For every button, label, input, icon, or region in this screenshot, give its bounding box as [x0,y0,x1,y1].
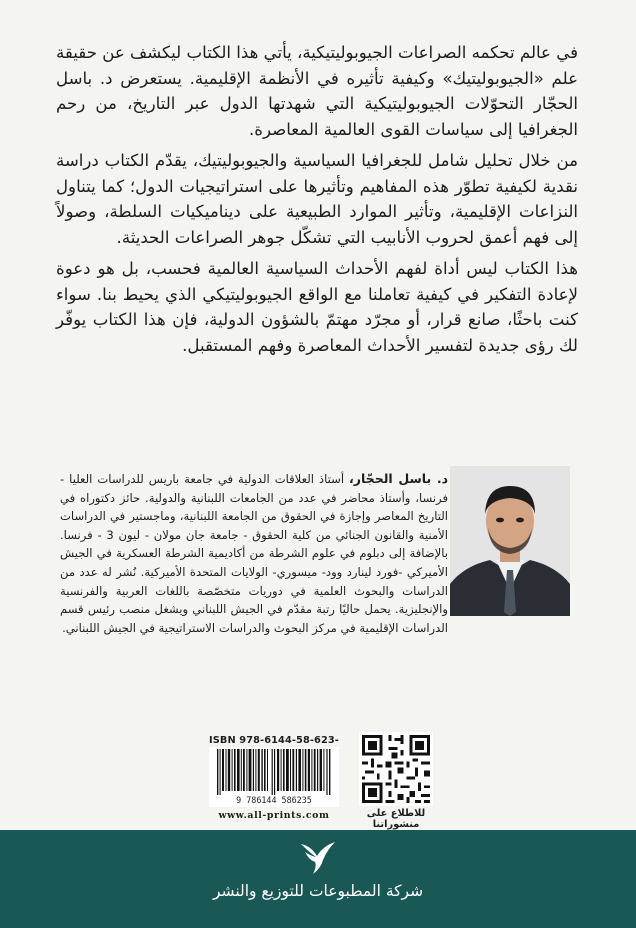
barcode-digits: 9 786144 586235 [209,795,339,805]
blurb-paragraph-2: من خلال تحليل شامل للجغرافيا السياسية والجيوبوليتيك، يقدّم الكتاب دراسة نقدية لكيفية تطوّر هذه المفاهيم وتأثيرها على استراتيجيات الدول؛ كما يتناول النزاعات الإقليمية، وتأثير الموارد الطبيعية على ديناميكيات السلطة، وصولاً إلى فهم أعمق لحروب الأنابيب التي تشكّل جوهر الصراعات الحديثة. [56,151,578,247]
isbn-label: ISBN 978-6144-58-623- [209,735,339,746]
publisher-website[interactable]: www.all-prints.com [218,810,330,821]
publisher-footer [0,830,636,928]
book-blurb [56,40,578,358]
barcode-bars-icon [209,747,339,795]
qr-code-icon[interactable] [359,732,433,806]
author-bio-text: أستاذ العلاقات الدولية في جامعة باريس للدراسات العليا - فرنسا، وأستاذ محاضر في عدد من الجامعات اللبنانية والدولية. حائز دكتوراه في التاريخ المعاصر وإجازة في الحقوق من الجامعة اللبنانية، وماجستير في الدراسات الأمنية والقانون الجنائي من كلية الحقوق - جامعة جان مولان - ليون 3 - فرنسا. بالإضافة إلى دبلوم في علوم الشرطة من أكاديمية الشرطة العسكرية في الجيش الأميركي -فورد لينارد وود- ميسوري- الولايات المتحدة الأميركية. نُشر له عدد من الدراسات والبحوث العلمية في دوريات متخصّصة باللغات العربية والفرنسية والإنجليزية. يحمل حاليًا رتبة مقدّم في الجيش اللبناني ويشغل منصب رئيس قسم الدراسات الإقليمية في مركز البحوث والدراسات الاستراتيجية في الجيش اللبناني. [60,472,448,635]
blurb-paragraph-3: هذا الكتاب ليس أداة لفهم الأحداث السياسية العالمية فحسب، بل هو دعوة لإعادة التفكير في كيفية تعاملنا مع الواقع الجيوبوليتيكي الذي يحيط بنا. سواء كنت باحثًا، صانع قرار، أو مجرّد مهتمّ بالشؤون الدولية، فإن هذا الكتاب يوفّر لك رؤى جديدة لتفسير الأحداث المعاصرة وفهم المستقبل. [56,259,578,355]
publisher-bird-logo-icon [297,840,339,876]
qr-pattern [359,732,433,806]
publisher-name: شركة المطبوعات للتوزيع والنشر [212,882,424,900]
blurb-paragraph-1: في عالم تحكمه الصراعات الجيوبوليتيكية، يأتي هذا الكتاب ليكشف عن حقيقة علم «الجيوبوليتيك» وكيفية تأثيره في الأنظمة الإقليمية. يستعرض د. باسل الحجّار التحوّلات الجيوبوليتيكية التي شهدتها الدول عبر التاريخ، من رحم الجغرافيا إلى سياسات القوى العالمية المعاصرة. [56,43,578,139]
qr-caption: للاطلاع على منشوراتنا [366,808,426,830]
author-name: د. باسل الحجّار، [349,471,448,486]
author-bio [60,470,580,637]
